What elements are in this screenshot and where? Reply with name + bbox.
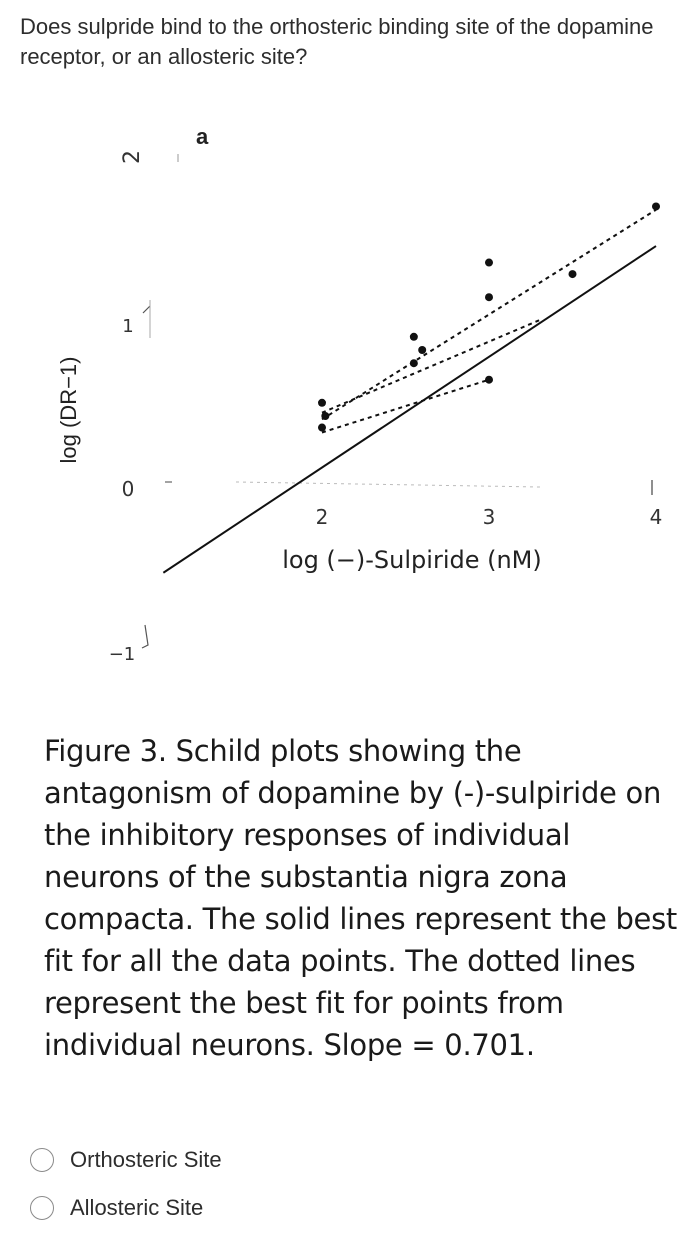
- data-point: [410, 333, 418, 341]
- y-axis-tick: [143, 306, 150, 313]
- option-label: Allosteric Site: [70, 1195, 204, 1220]
- y-tick-label: 2: [120, 150, 145, 164]
- x-tick-label: 3: [482, 505, 496, 529]
- x-axis-label: log (−)-Sulpiride (nM): [282, 546, 542, 574]
- data-point: [318, 399, 326, 407]
- x-tick-label: 4: [649, 505, 663, 529]
- schild-plot-figure: [0, 110, 698, 690]
- data-point: [418, 346, 426, 354]
- radio-button[interactable]: [30, 1148, 54, 1172]
- answer-options: [30, 1140, 222, 1236]
- y-tick-label: −1: [108, 644, 136, 665]
- data-point: [318, 424, 326, 432]
- data-point: [485, 376, 493, 384]
- data-point: [485, 293, 493, 301]
- data-point: [569, 270, 577, 278]
- option-label: Orthosteric Site: [70, 1147, 222, 1172]
- data-point: [410, 359, 418, 367]
- dotted-fit-line: [322, 210, 656, 420]
- y-axis-label: log (DR−1): [56, 356, 81, 464]
- x-tick-label: 2: [315, 505, 329, 529]
- x-axis-line: [236, 482, 540, 487]
- panel-label: a: [196, 124, 209, 149]
- solid-fit-line: [163, 246, 656, 573]
- y-tick-label: 1: [122, 316, 134, 337]
- data-point: [485, 259, 493, 267]
- dotted-fit-line: [322, 380, 489, 433]
- schild-plot: [0, 110, 698, 690]
- y-tick-label: 0: [121, 477, 135, 501]
- option-orthosteric[interactable]: [30, 1140, 222, 1180]
- question-text: Does sulpride bind to the orthosteric binding site of the dopamine receptor, or an allosteric site?: [20, 14, 654, 69]
- y-axis-tick: [142, 625, 148, 648]
- radio-button[interactable]: [30, 1196, 54, 1220]
- data-point: [652, 202, 660, 210]
- data-point: [321, 412, 329, 420]
- option-allosteric[interactable]: [30, 1188, 222, 1228]
- figure-caption: Figure 3. Schild plots showing the antagonism of dopamine by (-)-sulpiride on the inhibitory responses of individual neurons of the substantia nigra zona compacta. The solid lines represent the best fit for all the data points. The dotted lines represent the best fit for points from individual neurons. Slope = 0.701.: [44, 734, 677, 1062]
